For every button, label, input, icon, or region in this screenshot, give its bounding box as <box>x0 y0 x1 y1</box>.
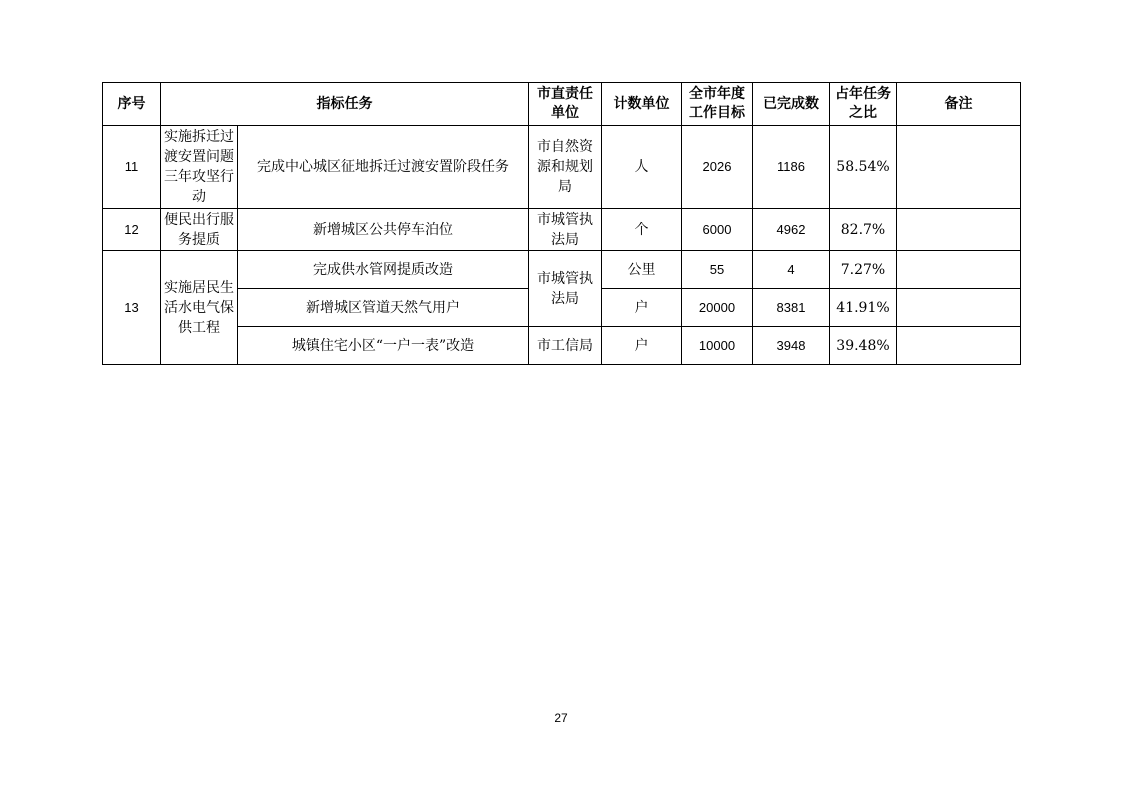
row-task: 完成供水管网提质改造 <box>238 251 529 289</box>
header-seq: 序号 <box>103 83 161 126</box>
row-category: 实施居民生活水电气保供工程 <box>161 251 238 365</box>
row-completed: 4962 <box>753 209 830 251</box>
row-remark <box>897 251 1021 289</box>
table-header-row <box>103 83 1021 126</box>
row-target: 55 <box>682 251 753 289</box>
row-dept: 市自然资源和规划局 <box>529 126 602 209</box>
row-unit: 个 <box>602 209 682 251</box>
row-seq: 11 <box>103 126 161 209</box>
row-completed: 1186 <box>753 126 830 209</box>
header-ratio: 占年任务之比 <box>830 83 897 126</box>
row-category: 便民出行服务提质 <box>161 209 238 251</box>
row-remark <box>897 289 1021 327</box>
header-unit: 计数单位 <box>602 83 682 126</box>
row-task: 城镇住宅小区“一户一表”改造 <box>238 327 529 365</box>
row-target: 2026 <box>682 126 753 209</box>
row-dept: 市城管执法局 <box>529 209 602 251</box>
header-remark: 备注 <box>897 83 1021 126</box>
row-ratio: 58.54% <box>830 126 897 209</box>
row-remark <box>897 327 1021 365</box>
row-unit: 户 <box>602 289 682 327</box>
row-unit: 户 <box>602 327 682 365</box>
row-category: 实施拆迁过渡安置问题三年攻坚行动 <box>161 126 238 209</box>
row-seq: 13 <box>103 251 161 365</box>
row-completed: 3948 <box>753 327 830 365</box>
table-row <box>103 126 1021 209</box>
row-ratio: 7.27% <box>830 251 897 289</box>
row-unit: 公里 <box>602 251 682 289</box>
row-completed: 8381 <box>753 289 830 327</box>
row-completed: 4 <box>753 251 830 289</box>
row-ratio: 82.7% <box>830 209 897 251</box>
indicator-task-table <box>102 82 1021 365</box>
row-ratio: 41.91% <box>830 289 897 327</box>
row-seq: 12 <box>103 209 161 251</box>
header-completed: 已完成数 <box>753 83 830 126</box>
row-target: 6000 <box>682 209 753 251</box>
row-unit: 人 <box>602 126 682 209</box>
header-target: 全市年度工作目标 <box>682 83 753 126</box>
row-target: 10000 <box>682 327 753 365</box>
row-target: 20000 <box>682 289 753 327</box>
row-ratio: 39.48% <box>830 327 897 365</box>
row-task: 新增城区管道天然气用户 <box>238 289 529 327</box>
row-remark <box>897 126 1021 209</box>
row-task: 新增城区公共停车泊位 <box>238 209 529 251</box>
row-remark <box>897 209 1021 251</box>
row-dept: 市工信局 <box>529 327 602 365</box>
table-row <box>103 327 1021 365</box>
row-dept: 市城管执法局 <box>529 251 602 327</box>
row-task: 完成中心城区征地拆迁过渡安置阶段任务 <box>238 126 529 209</box>
header-task: 指标任务 <box>161 83 529 126</box>
table-row <box>103 209 1021 251</box>
page-number: 27 <box>554 711 568 725</box>
header-dept: 市直责任单位 <box>529 83 602 126</box>
table-row <box>103 251 1021 289</box>
